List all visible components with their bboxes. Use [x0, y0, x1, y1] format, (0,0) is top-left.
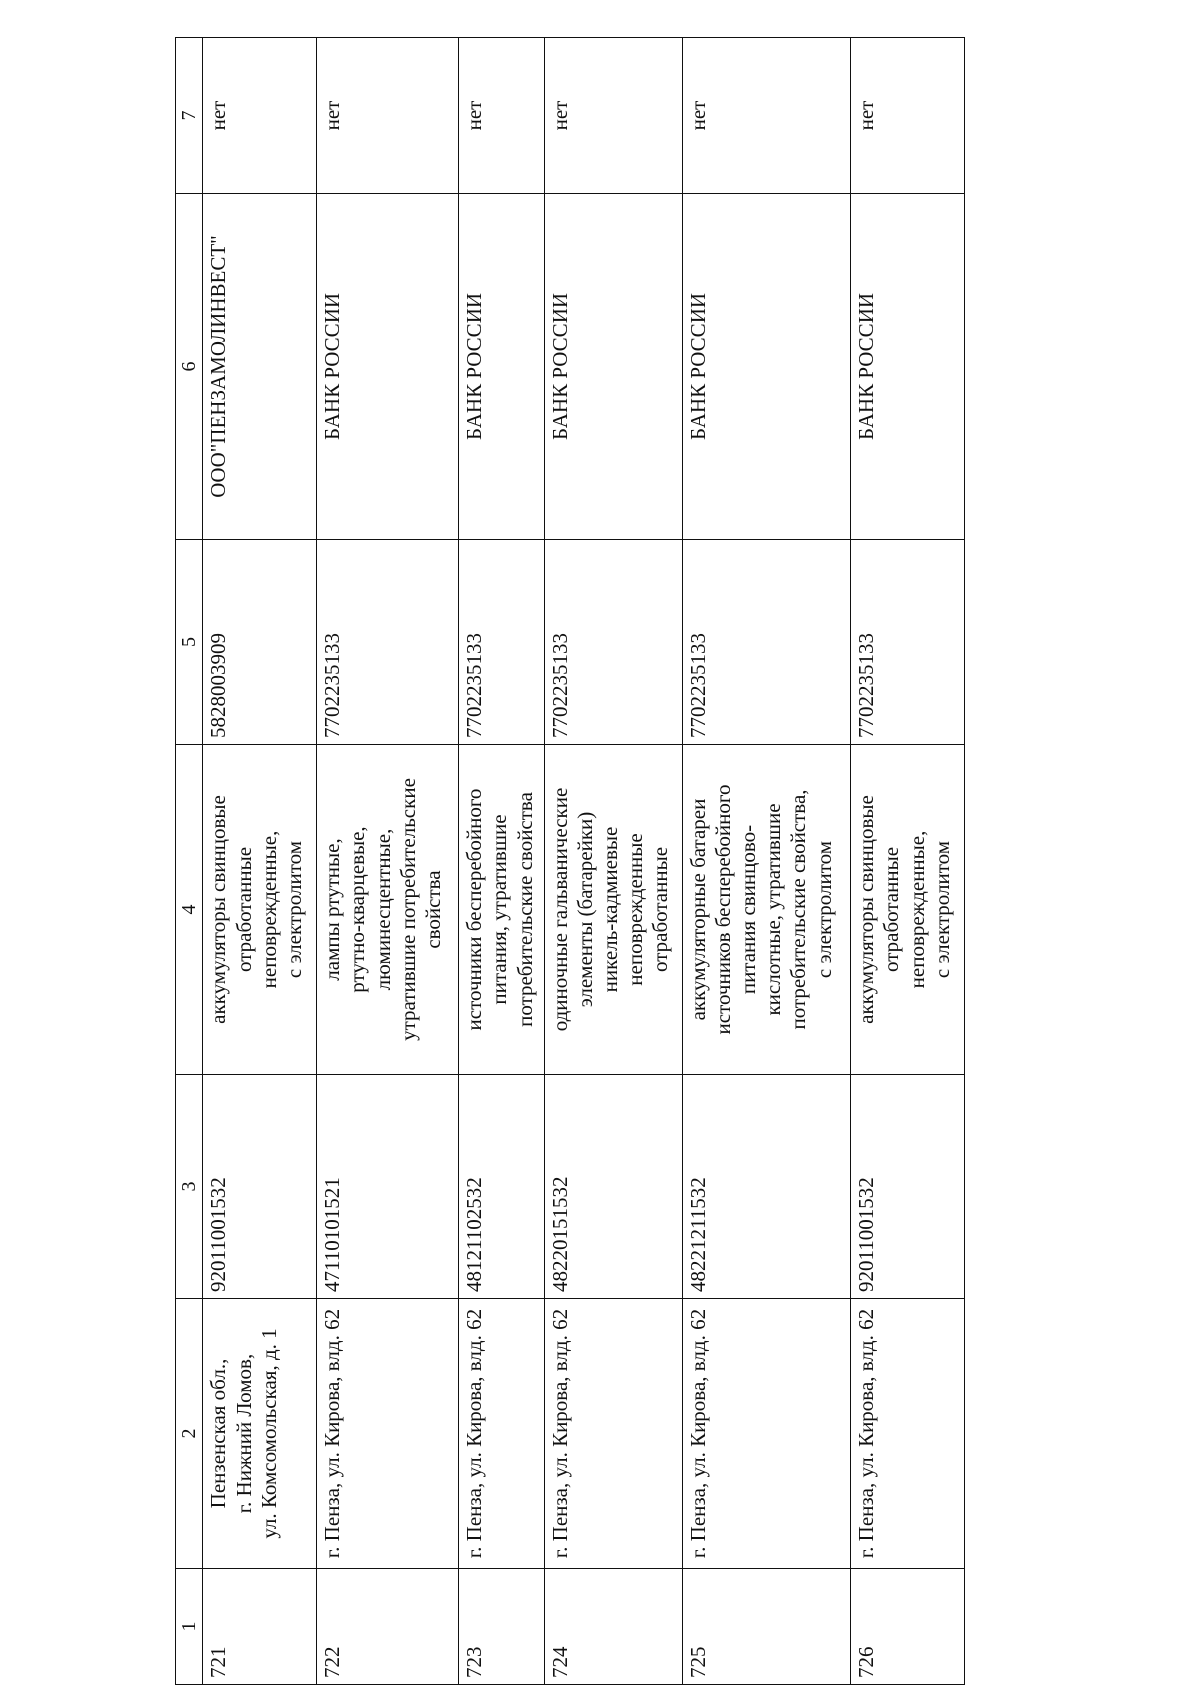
cell-address: Пензенская обл., г. Нижний Ломов, ул. Комсомольская, д. 1: [203, 1299, 317, 1569]
waste-registry-table-rotated: [175, 38, 965, 1685]
waste-registry-table: [175, 37, 965, 1685]
cell-waste-name: лампы ртутные, ртутно-кварцевые, люминесцентные, утратившие потребительские свойства: [317, 745, 459, 1075]
table-row: [459, 38, 544, 1685]
cell-flag: нет: [851, 38, 965, 194]
cell-organization: ООО"ПЕНЗАМОЛИНВЕСТ": [203, 194, 317, 540]
cell-waste-name: аккумуляторы свинцовые отработанные неповрежденные, с электролитом: [851, 745, 965, 1075]
cell-number: 723: [459, 1569, 544, 1685]
cell-address: г. Пенза, ул. Кирова, влд. 62: [544, 1299, 682, 1569]
cell-flag: нет: [317, 38, 459, 194]
cell-flag: нет: [544, 38, 682, 194]
cell-inn: 7702235133: [544, 540, 682, 745]
cell-inn: 5828003909: [203, 540, 317, 745]
cell-waste-name: источники бесперебойного питания, утратившие потребительские свойства: [459, 745, 544, 1075]
cell-number: 725: [682, 1569, 851, 1685]
header-col-3: 3: [176, 1075, 203, 1299]
cell-organization: БАНК РОССИИ: [851, 194, 965, 540]
table-row: [317, 38, 459, 1685]
cell-inn: 7702235133: [459, 540, 544, 745]
header-col-5: 5: [176, 540, 203, 745]
header-col-7: 7: [176, 38, 203, 194]
cell-flag: нет: [459, 38, 544, 194]
cell-inn: 7702235133: [682, 540, 851, 745]
cell-waste-code: 48220151532: [544, 1075, 682, 1299]
cell-organization: БАНК РОССИИ: [317, 194, 459, 540]
table-row: [544, 38, 682, 1685]
cell-inn: 7702235133: [851, 540, 965, 745]
header-col-1: 1: [176, 1569, 203, 1685]
cell-organization: БАНК РОССИИ: [682, 194, 851, 540]
cell-waste-code: 47110101521: [317, 1075, 459, 1299]
cell-address: г. Пенза, ул. Кирова, влд. 62: [317, 1299, 459, 1569]
table-row: [682, 38, 851, 1685]
cell-waste-name: аккумуляторные батареи источников бесперебойного питания свинцово- кислотные, утратившие потребительские свойства, с электролитом: [682, 745, 851, 1075]
cell-waste-code: 48121102532: [459, 1075, 544, 1299]
cell-waste-name: аккумуляторы свинцовые отработанные неповрежденные, с электролитом: [203, 745, 317, 1075]
header-col-2: 2: [176, 1299, 203, 1569]
cell-flag: нет: [203, 38, 317, 194]
cell-number: 724: [544, 1569, 682, 1685]
cell-address: г. Пенза, ул. Кирова, влд. 62: [682, 1299, 851, 1569]
cell-number: 721: [203, 1569, 317, 1685]
cell-number: 726: [851, 1569, 965, 1685]
cell-address: г. Пенза, ул. Кирова, влд. 62: [459, 1299, 544, 1569]
cell-waste-code: 92011001532: [203, 1075, 317, 1299]
cell-number: 722: [317, 1569, 459, 1685]
cell-waste-name: одиночные гальванические элементы (батарейки) никель-кадмиевые неповрежденные отработанные: [544, 745, 682, 1075]
header-col-6: 6: [176, 194, 203, 540]
cell-address: г. Пенза, ул. Кирова, влд. 62: [851, 1299, 965, 1569]
header-row: [176, 38, 203, 1685]
table-row: [851, 38, 965, 1685]
cell-waste-code: 92011001532: [851, 1075, 965, 1299]
cell-waste-code: 48221211532: [682, 1075, 851, 1299]
cell-organization: БАНК РОССИИ: [459, 194, 544, 540]
header-col-4: 4: [176, 745, 203, 1075]
cell-inn: 7702235133: [317, 540, 459, 745]
cell-flag: нет: [682, 38, 851, 194]
cell-organization: БАНК РОССИИ: [544, 194, 682, 540]
table-row: [203, 38, 317, 1685]
